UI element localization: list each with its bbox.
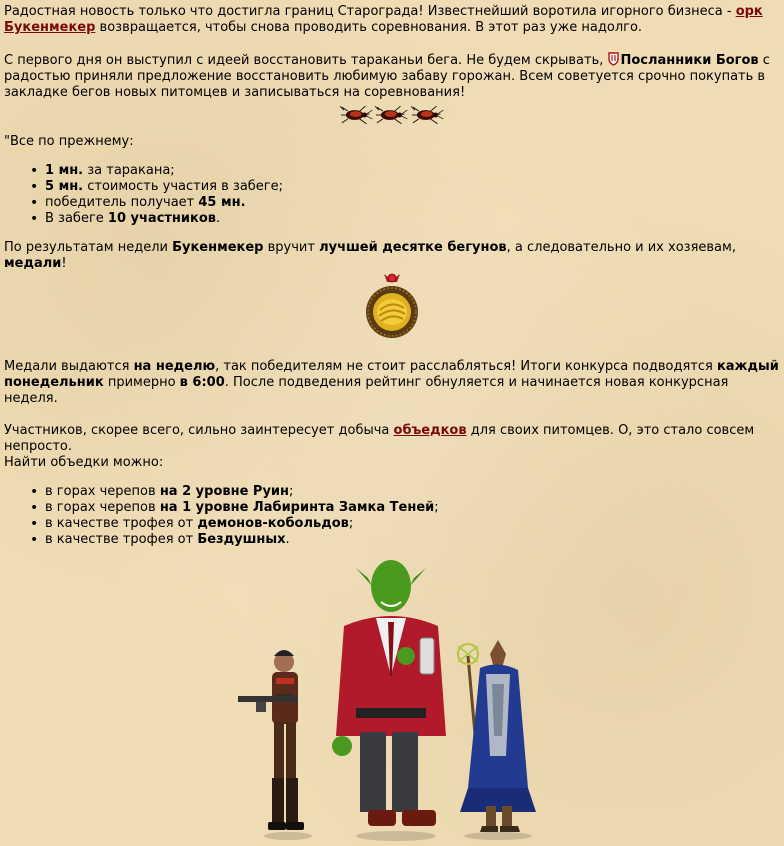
- rule-value: 5 мн.: [45, 179, 84, 194]
- list-item: [4, 484, 780, 500]
- monday-text: каждый понедельник: [4, 359, 779, 390]
- scraps-text: Участников, скорее всего, сильно заинтересует добыча: [4, 423, 394, 438]
- intro-text: Радостная новость только что достигла границ Старограда! Известнейший воротила игорного бизнеса -: [4, 4, 736, 19]
- rule-text: .: [216, 211, 221, 226]
- rule-text: В забеге: [45, 211, 108, 226]
- rule-value: 10 участников: [107, 211, 217, 226]
- bookmaker-name: Букенмекер: [172, 240, 264, 255]
- source-text: ;: [348, 516, 354, 531]
- medal-rules-paragraph: [4, 359, 780, 407]
- orc-bookmaker-figure: [332, 560, 446, 841]
- scraps-where-text: Найти объедки можно:: [4, 455, 164, 470]
- list-item: [4, 500, 780, 516]
- week-text: на неделю: [133, 359, 216, 374]
- medals-word: медали: [4, 256, 62, 271]
- source-text: в горах черепов: [45, 484, 160, 499]
- medal-rules-text: примерно: [103, 375, 180, 390]
- source-place: на 2 уровне Руин: [159, 484, 290, 499]
- cockroach-icon: [375, 104, 408, 126]
- rule-value: 1 мн.: [45, 163, 84, 178]
- medal-rules-text: . После подведения рейтинг обнуляется и начинается новая конкурсная неделя.: [4, 375, 729, 406]
- medals-text: По результатам недели: [4, 240, 173, 255]
- scraps-link[interactable]: объедков: [393, 423, 467, 438]
- sources-list: [4, 484, 780, 548]
- cockroach-icon: [411, 104, 444, 126]
- rule-text: стоимость участия в забеге;: [83, 179, 284, 194]
- source-text: ;: [289, 484, 294, 499]
- medals-paragraph: [4, 240, 780, 272]
- guild-name: Посланники Богов: [620, 53, 759, 68]
- source-place: демонов-кобольдов: [197, 516, 349, 531]
- list-item: [4, 516, 780, 532]
- list-item: [4, 163, 780, 179]
- scraps-paragraph: [4, 423, 780, 471]
- list-item: [4, 179, 780, 195]
- source-text: в качестве трофея от: [45, 516, 198, 531]
- source-text: ;: [434, 500, 439, 515]
- source-text: .: [285, 532, 290, 547]
- rules-list: [4, 163, 780, 227]
- werewolf-mage-figure: [458, 640, 536, 840]
- medals-text: вручит: [263, 240, 320, 255]
- top-ten-text: лучшей десятке бегунов: [319, 240, 507, 255]
- medals-text: , а следовательно и их хозяевам,: [506, 240, 736, 255]
- shield-icon: [608, 52, 619, 66]
- time-text: в 6:00: [179, 375, 225, 390]
- rule-text: за таракана;: [83, 163, 175, 178]
- revival-paragraph: [4, 52, 780, 101]
- source-place: Бездушных: [197, 532, 286, 547]
- ork-bukenmeker-link[interactable]: орк Букенмекер: [4, 4, 763, 35]
- source-text: в качестве трофея от: [45, 532, 198, 547]
- source-place: на 1 уровне Лабиринта Замка Теней: [159, 500, 435, 515]
- scraps-text: для своих питомцев. О, это стало совсем непросто.: [4, 423, 755, 454]
- rule-text: победитель получает: [45, 195, 199, 210]
- list-item: [4, 532, 780, 548]
- characters-illustration: [236, 556, 556, 841]
- cockroach-icon: [340, 104, 373, 126]
- soldier-figure: [238, 650, 312, 840]
- medal-rules-text: , так победителям не стоит расслабляться! Итоги конкурса подводятся: [215, 359, 717, 374]
- revival-text-2: с радостью приняли предложение восстановить любимую забаву горожан. Всем советуется срочно покупать в закладке бегов новых питомцев и записываться на соревнования!: [4, 53, 770, 100]
- intro-text-2: возвращается, чтобы снова проводить соревнования. В этот раз уже надолго.: [95, 20, 643, 35]
- source-text: в горах черепов: [45, 500, 160, 515]
- cockroach-row: [340, 104, 444, 128]
- revival-text: С первого дня он выступил с идеей восстановить тараканьи бега. Не будем скрывать,: [4, 53, 608, 68]
- gold-medal-icon: [362, 272, 422, 342]
- list-item: [4, 211, 780, 227]
- medals-text: !: [61, 256, 67, 271]
- list-item: [4, 195, 780, 211]
- rule-value: 45 мн.: [198, 195, 246, 210]
- rules-intro: "Все по прежнему:: [4, 134, 134, 149]
- intro-paragraph: [4, 4, 780, 36]
- medal-rules-text: Медали выдаются: [4, 359, 134, 374]
